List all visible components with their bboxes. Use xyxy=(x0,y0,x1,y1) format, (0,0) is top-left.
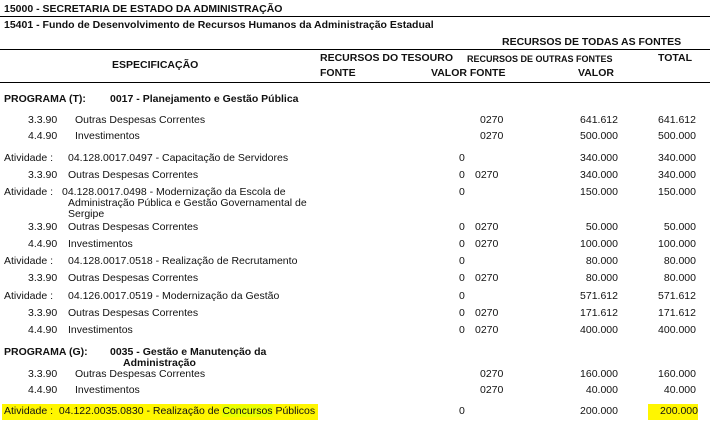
program-code: PROGRAMA (T): xyxy=(4,93,86,105)
row-total: 40.000 xyxy=(663,384,696,396)
row-desc: Outras Despesas Correntes xyxy=(68,307,199,319)
row-code: Atividade : xyxy=(4,255,54,267)
col-todas-fontes: RECURSOS DE TODAS AS FONTES xyxy=(502,36,682,48)
row-total: 80.000 xyxy=(663,272,696,284)
header-rule-top xyxy=(0,49,710,50)
program-code: PROGRAMA (G): xyxy=(4,346,88,358)
row-total: 400.000 xyxy=(658,324,696,336)
row-tesouro: 0 xyxy=(459,152,465,164)
row-desc: Investimentos xyxy=(75,130,140,142)
row-tesouro: 0 xyxy=(459,405,465,417)
row-desc: Outras Despesas Correntes xyxy=(68,221,199,233)
row-valor: 400.000 xyxy=(580,324,618,336)
row-code: 4.4.90 xyxy=(28,130,58,142)
row-code: 4.4.90 xyxy=(28,384,58,396)
row-valor: 641.612 xyxy=(580,114,618,126)
row-total: 571.612 xyxy=(658,290,696,302)
row-tesouro: 0 xyxy=(459,307,465,319)
row-fonte-outras: 0270 xyxy=(480,130,504,142)
row-total: 80.000 xyxy=(663,255,696,267)
col-valor: VALOR xyxy=(578,67,614,79)
fundo-title: 15401 - Fundo de Desenvolvimento de Recursos Humanos da Administração Estadual xyxy=(4,19,434,31)
row-desc-pre: 04.122.0035.0830 - Realização de xyxy=(58,405,223,417)
row-valor: 100.000 xyxy=(580,238,618,250)
row-code: Atividade : xyxy=(4,152,54,164)
program-desc: 0035 - Gestão e Manutenção da xyxy=(110,346,267,358)
row-total-highlighted: 200.000 xyxy=(648,404,698,420)
row-desc: Investimentos xyxy=(68,238,133,250)
row-valor: 40.000 xyxy=(585,384,618,396)
row-code: 3.3.90 xyxy=(28,114,58,126)
row-code: 4.4.90 xyxy=(28,324,58,336)
row-valor: 171.612 xyxy=(580,307,618,319)
row-desc: 04.128.0017.0497 - Capacitação de Servidores xyxy=(68,152,289,164)
row-desc: 04.126.0017.0519 - Modernização da Gestão xyxy=(68,290,280,302)
row-valor: 571.612 xyxy=(580,290,618,302)
row-desc-line2: Administração Pública e Gestão Governamental de xyxy=(68,197,307,209)
row-tesouro: 0 xyxy=(459,238,465,250)
row-valor: 150.000 xyxy=(580,186,618,198)
row-total: 50.000 xyxy=(663,221,696,233)
row-code: Atividade : xyxy=(4,290,54,302)
row-total: 100.000 xyxy=(658,238,696,250)
row-tesouro: 0 xyxy=(459,272,465,284)
col-tesouro: RECURSOS DO TESOURO xyxy=(320,52,454,64)
row-code: 3.3.90 xyxy=(28,272,58,284)
row-desc: Outras Despesas Correntes xyxy=(75,114,206,126)
header-rule-bottom xyxy=(0,82,710,83)
col-valor-fonte: VALOR FONTE xyxy=(431,67,506,79)
row-desc: 04.128.0017.0498 - Modernização da Escola de xyxy=(62,186,286,198)
row-fonte-outras: 0270 xyxy=(475,221,499,233)
row-fonte-outras: 0270 xyxy=(475,238,499,250)
row-total: 171.612 xyxy=(658,307,696,319)
row-desc: Outras Despesas Correntes xyxy=(68,169,199,181)
top-rule xyxy=(0,16,710,17)
row-tesouro: 0 xyxy=(459,290,465,302)
col-total: TOTAL xyxy=(658,52,693,64)
row-valor: 80.000 xyxy=(585,255,618,267)
row-code: 3.3.90 xyxy=(28,169,58,181)
row-code: 3.3.90 xyxy=(28,368,58,380)
row-total: 150.000 xyxy=(658,186,696,198)
row-valor: 500.000 xyxy=(580,130,618,142)
row-total: 160.000 xyxy=(658,368,696,380)
row-desc: Outras Despesas Correntes xyxy=(68,272,199,284)
row-tesouro: 0 xyxy=(459,255,465,267)
row-desc-line3: Sergipe xyxy=(68,208,105,220)
row-total: 340.000 xyxy=(658,169,696,181)
row-fonte-outras: 0270 xyxy=(475,324,499,336)
program-desc: 0017 - Planejamento e Gestão Pública xyxy=(110,93,299,105)
row-tesouro: 0 xyxy=(459,324,465,336)
row-total: 500.000 xyxy=(658,130,696,142)
row-desc: 04.128.0017.0518 - Realização de Recrutamento xyxy=(68,255,298,267)
row-valor: 50.000 xyxy=(585,221,618,233)
row-valor: 340.000 xyxy=(580,152,618,164)
highlighted-activity xyxy=(2,404,318,420)
row-tesouro: 0 xyxy=(459,186,465,198)
row-fonte-outras: 0270 xyxy=(480,384,504,396)
row-desc-post: Públicos xyxy=(272,405,316,417)
row-fonte-outras: 0270 xyxy=(480,114,504,126)
program-desc-line2: Administração xyxy=(123,357,196,369)
row-valor: 80.000 xyxy=(585,272,618,284)
row-total: 340.000 xyxy=(658,152,696,164)
row-fonte-outras: 0270 xyxy=(475,307,499,319)
row-fonte-outras: 0270 xyxy=(480,368,504,380)
row-valor: 160.000 xyxy=(580,368,618,380)
row-desc: Outras Despesas Correntes xyxy=(75,368,206,380)
col-especificacao: ESPECIFICAÇÃO xyxy=(112,59,199,71)
row-fonte-outras: 0270 xyxy=(475,169,499,181)
row-total: 641.612 xyxy=(658,114,696,126)
row-code: 3.3.90 xyxy=(28,307,58,319)
search-match-concursos: Concursos xyxy=(222,405,273,417)
col-fonte: FONTE xyxy=(320,67,356,79)
row-tesouro: 0 xyxy=(459,221,465,233)
row-tesouro: 0 xyxy=(459,169,465,181)
row-code: Atividade : xyxy=(4,405,54,417)
row-code: 4.4.90 xyxy=(28,238,58,250)
row-desc: Investimentos xyxy=(68,324,133,336)
row-code: 3.3.90 xyxy=(28,221,58,233)
row-valor: 340.000 xyxy=(580,169,618,181)
secretaria-title: 15000 - SECRETARIA DE ESTADO DA ADMINISTRAÇÃO xyxy=(4,3,283,15)
row-desc: Investimentos xyxy=(75,384,140,396)
row-code: Atividade : xyxy=(4,186,54,198)
col-outras: RECURSOS DE OUTRAS FONTES xyxy=(467,54,613,64)
row-fonte-outras: 0270 xyxy=(475,272,499,284)
row-valor: 200.000 xyxy=(580,405,618,417)
